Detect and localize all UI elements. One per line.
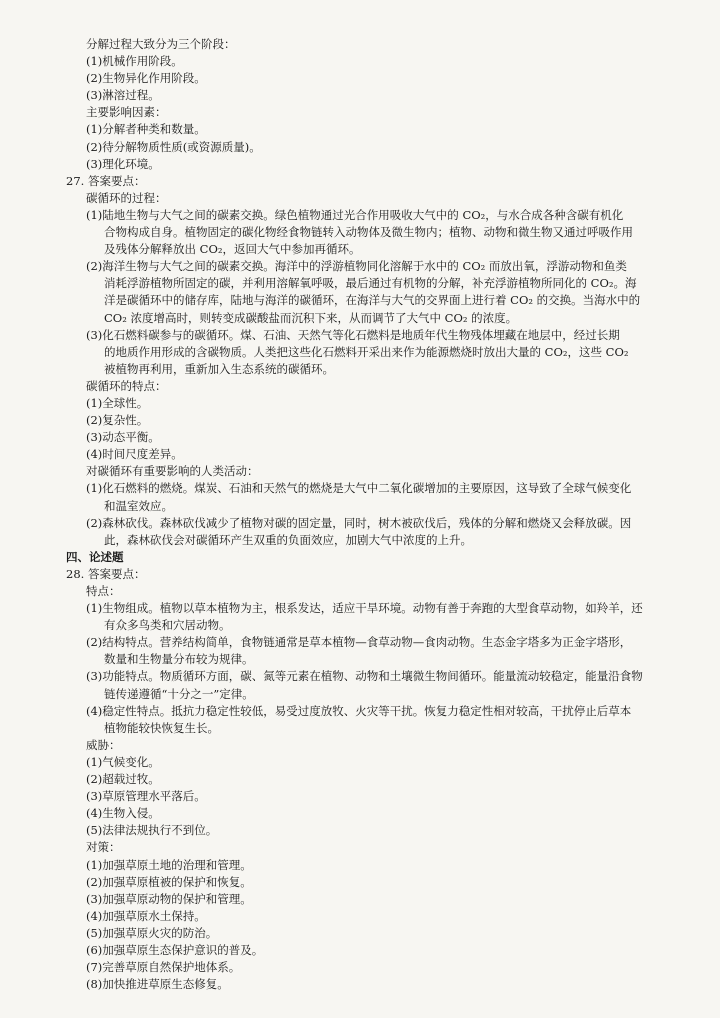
text-line: 被植物再利用，重新加入生态系统的碳循环。 xyxy=(104,361,334,376)
text-line: (2)海洋生物与大气之间的碳素交换。海洋中的浮游植物同化溶解于水中的 CO₂ 而放出氧，浮游动物和鱼类 xyxy=(86,259,627,274)
text-line: 威胁： xyxy=(86,737,121,752)
text-line: (4)时间尺度差异。 xyxy=(86,447,183,462)
text-line: 碳循环的特点： xyxy=(86,378,167,393)
text-line: 碳循环的过程： xyxy=(86,190,167,205)
text-line: 和温室效应。 xyxy=(104,498,173,513)
answer-text-body xyxy=(66,36,700,993)
answer-heading-27: 27. 答案要点： xyxy=(66,173,146,188)
text-line: (1)分解者种类和数量。 xyxy=(86,122,206,137)
text-line: (1)加强草原土地的治理和管理。 xyxy=(86,857,252,872)
text-line: (1)化石燃料的燃烧。煤炭、石油和天然气的燃烧是大气中二氧化碳增加的主要原因，这导致了全球气候变化 xyxy=(86,481,632,496)
text-line: (3)化石燃料碳参与的碳循环。煤、石油、天然气等化石燃料是地质年代生物残体埋藏在地层中，经过长期 xyxy=(86,327,620,342)
text-line: (1)机械作用阶段。 xyxy=(86,54,183,69)
text-line: (4)加强草原水土保持。 xyxy=(86,908,206,923)
text-line: (2)复杂性。 xyxy=(86,413,149,428)
section-heading: 四、论述题 xyxy=(66,549,124,564)
text-line: 主要影响因素： xyxy=(86,105,167,120)
text-line: 消耗浮游植物所固定的碳，并利用溶解氧呼吸，最后通过有机物的分解，补充浮游植物所同化的 CO₂。海 xyxy=(104,276,637,291)
text-line: (4)生物入侵。 xyxy=(86,806,160,821)
text-line: (4)稳定性特点。抵抗力稳定性较低，易受过度放牧、火灾等干扰。恢复力稳定性相对较高，干扰停止后草本 xyxy=(86,703,632,718)
text-line: CO₂ 浓度增高时，则转变成碳酸盐而沉积下来，从而调节了大气中 CO₂ 的浓度。 xyxy=(104,310,518,325)
text-line: (8)加快推进草原生态修复。 xyxy=(86,977,229,992)
text-line: (3)理化环境。 xyxy=(86,156,160,171)
text-line: (3)加强草原动物的保护和管理。 xyxy=(86,891,252,906)
text-line: (7)完善草原自然保护地体系。 xyxy=(86,960,241,975)
text-line: (3)淋溶过程。 xyxy=(86,88,160,103)
text-line: (2)森林砍伐。森林砍伐减少了植物对碳的固定量，同时，树木被砍伐后，残体的分解和燃烧又会释放碳。因 xyxy=(86,515,632,530)
text-line: (2)超载过牧。 xyxy=(86,772,160,787)
text-line: (1)生物组成。植物以草本植物为主，根系发达，适应干旱环境。动物有善于奔跑的大型食草动物，如羚羊，还 xyxy=(86,601,643,616)
text-line: (1)气候变化。 xyxy=(86,754,160,769)
text-line: (6)加强草原生态保护意识的普及。 xyxy=(86,942,264,957)
text-line: 合物构成自身。植物固定的碳化物经食物链转入动物体及微生物内；植物、动物和微生物又通过呼吸作用 xyxy=(104,225,633,240)
text-line: 洋是碳循环中的储存库，陆地与海洋的碳循环，在海洋与大气的交界面上进行着 CO₂ 的交换。当海水中的 xyxy=(104,293,641,308)
answer-heading-28: 28. 答案要点： xyxy=(66,566,146,581)
text-line: (1)全球性。 xyxy=(86,395,149,410)
text-line: (5)法律法规执行不到位。 xyxy=(86,823,218,838)
text-line: 对策： xyxy=(86,840,121,855)
text-line: (2)结构特点。营养结构简单，食物链通常是草本植物—食草动物—食肉动物。生态金字塔多为正金字塔形， xyxy=(86,635,632,650)
text-line: (2)生物异化作用阶段。 xyxy=(86,71,206,86)
text-line: 链传递遵循“十分之一”定律。 xyxy=(104,686,254,701)
text-line: 的地质作用形成的含碳物质。人类把这些化石燃料开采出来作为能源燃烧时放出大量的 CO₂，这些 CO₂ xyxy=(104,344,629,359)
text-line: (3)功能特点。物质循环方面，碳、氮等元素在植物、动物和土壤微生物间循环。能量流动较稳定，能量沿食物 xyxy=(86,669,643,684)
text-line: (3)动态平衡。 xyxy=(86,430,160,445)
text-line: (3)草原管理水平落后。 xyxy=(86,789,206,804)
text-line: (2)待分解物质性质(或资源质量)。 xyxy=(86,139,261,154)
text-line: 此，森林砍伐会对碳循环产生双重的负面效应，加剧大气中浓度的上升。 xyxy=(104,532,472,547)
text-line: 有众多鸟类和穴居动物。 xyxy=(104,618,231,633)
text-line: 及残体分解释放出 CO₂，返回大气中参加再循环。 xyxy=(104,242,361,257)
text-line: 分解过程大致分为三个阶段： xyxy=(86,37,236,51)
text-line: 植物能较快恢复生长。 xyxy=(104,720,219,735)
text-line: 数量和生物量分布较为规律。 xyxy=(104,652,254,667)
text-line: (1)陆地生物与大气之间的碳素交换。绿色植物通过光合作用吸收大气中的 CO₂，与水合成各种含碳有机化 xyxy=(86,207,624,222)
text-line: 特点： xyxy=(86,584,121,598)
text-line: (2)加强草原植被的保护和恢复。 xyxy=(86,874,252,889)
text-line: 对碳循环有重要影响的人类活动： xyxy=(86,464,259,479)
text-line: (5)加强草原火灾的防治。 xyxy=(86,925,218,940)
